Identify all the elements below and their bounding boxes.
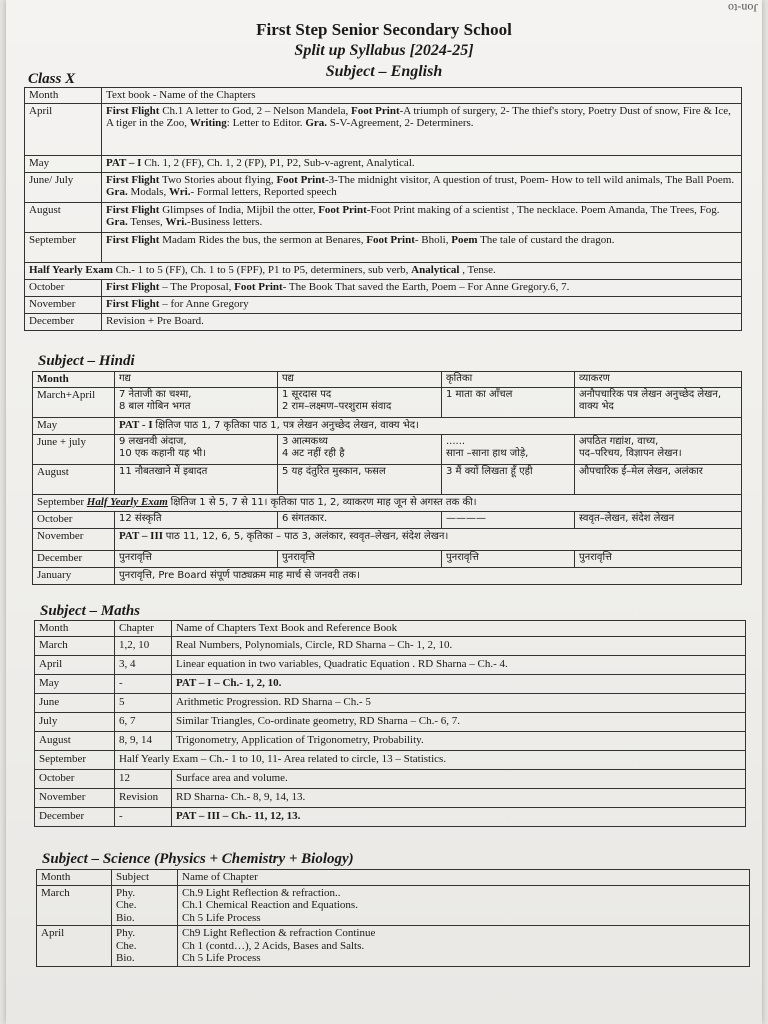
month-cell: May: [25, 155, 102, 172]
table-row: [37, 926, 750, 967]
bold-label: Gra.: [305, 117, 328, 129]
table-row: [35, 636, 746, 655]
content-cell: 9 लखनवी अंदाज, 10 एक कहानी यह भी।: [115, 434, 278, 464]
exam-text: क्षितिज 1 से 5, 7 से 11। कृतिका पाठ 1, 2, व्याकरण माह जून से अगस्त तक की।: [170, 496, 477, 508]
month-cell: April: [35, 655, 115, 674]
month-cell: August: [33, 464, 115, 494]
month-cell: September: [35, 750, 115, 769]
bold-label: Foot Print: [318, 203, 367, 216]
chapters-cell: [102, 313, 742, 330]
table-row: [35, 655, 746, 674]
corner-handwriting: Jon-to: [728, 1, 758, 15]
column-header: Name of Chapter: [178, 870, 750, 886]
month-cell: December: [25, 313, 102, 330]
chapter-text: -A triumph of surgery, 2- The thief's story, Poetry Dust of snow, Fire & Ice, A tiger in the Zoo,: [106, 104, 731, 129]
science-table: [36, 869, 750, 967]
content-cell: 5 यह दंतुरित मुस्कान, फसल: [278, 464, 442, 494]
table-row: [25, 202, 742, 232]
month-cell: September: [25, 232, 102, 262]
table-row: [33, 528, 742, 550]
chapters-cell: [102, 296, 742, 313]
column-header: Month: [33, 372, 115, 388]
bold-label: Half Yearly Exam: [29, 263, 113, 276]
month-cell: October: [33, 511, 115, 528]
content-cell: पुनरावृत्ति: [115, 550, 278, 567]
table-row: [25, 172, 742, 202]
content-cell: 6 संगतकार.: [278, 511, 442, 528]
bold-label: Analytical: [411, 263, 460, 276]
chapter-text: Madam Rides the bus, the sermon at Benares,: [159, 233, 367, 246]
table-row: [25, 103, 742, 155]
table-row: [33, 494, 742, 511]
table-row: [35, 712, 746, 731]
bold-label: Wri.: [168, 186, 191, 198]
subject-cell: Phy. Che. Bio.: [112, 926, 178, 967]
bold-label: First Flight: [106, 173, 160, 186]
chapter-text: -Foot Print making of a scientist , The necklace. Poem Amanda, The Trees, Fog.: [366, 203, 720, 216]
content-cell: पुनरावृत्ति: [575, 550, 742, 567]
table-row: [25, 232, 742, 262]
chapters-cell: [102, 172, 742, 202]
chapter-text: Revision + Pre Board.: [106, 314, 204, 327]
content-cell: अनौपचारिक पत्र लेखन अनुच्छेद लेखन, वाक्य भेद: [575, 387, 742, 417]
month-cell: October: [25, 279, 102, 296]
chapter-name-cell: Arithmetic Progression. RD Sharna – Ch.- 5: [172, 693, 746, 712]
exam-cell: Half Yearly Exam – Ch.- 1 to 10, 11- Area related to circle, 13 – Statistics.: [115, 750, 746, 769]
content-cell: 12 संस्कृति: [115, 511, 278, 528]
content-cell: 1 सूरदास पद 2 राम–लक्ष्मण–परशुराम संवाद: [278, 387, 442, 417]
chapter-text: -Business letters.: [187, 216, 263, 228]
bold-label: Foot Print: [276, 173, 326, 186]
table-row: [33, 464, 742, 494]
table-row: [35, 750, 746, 769]
month-cell: June + july: [33, 434, 115, 464]
bold-label: Gra.: [106, 186, 128, 198]
chapter-text: - Formal letters, Reported speech: [190, 186, 337, 198]
table-row: [25, 155, 742, 172]
bold-label: Writing: [189, 117, 227, 129]
chapter-number-cell: -: [115, 807, 172, 826]
chapter-name-cell: PAT – I – Ch.- 1, 2, 10.: [172, 674, 746, 693]
chapter-text: , Tense.: [459, 263, 496, 276]
exam-cell: [25, 262, 742, 279]
column-header: व्याकरण: [575, 372, 742, 388]
table-row: [33, 417, 742, 434]
span-cell: [115, 528, 742, 550]
bold-label: Wri.: [165, 216, 188, 228]
chapter-name-cell: RD Sharna- Ch.- 8, 9, 14, 13.: [172, 788, 746, 807]
chapter-number-cell: -: [115, 674, 172, 693]
subject-hindi-title: Subject – Hindi: [38, 353, 135, 369]
span-text: पाठ 11, 12, 6, 5, कृतिका – पाठ 3, अलंकार, स्ववृत–लेखन, संदेश लेखन।: [165, 530, 449, 542]
bold-label: First Flight: [106, 104, 160, 117]
subject-english-title: Subject – English: [325, 63, 443, 80]
subject-science-title: Subject – Science (Physics + Chemistry + Biology): [42, 851, 354, 867]
chapter-number-cell: 3, 4: [115, 655, 172, 674]
subject-cell: Phy. Che. Bio.: [112, 885, 178, 926]
chapter-name-cell: PAT – III – Ch.- 11, 12, 13.: [172, 807, 746, 826]
bold-label: Poem: [451, 233, 478, 246]
chapter-text: Ch.1 A letter to God, 2 – Nelson Mandela,: [159, 104, 352, 117]
span-cell: [115, 417, 742, 434]
chapter-name-cell: Linear equation in two variables, Quadratic Equation . RD Sharna – Ch.- 4.: [172, 655, 746, 674]
month-cell: August: [35, 731, 115, 750]
content-cell: ————: [442, 511, 575, 528]
exam-label: Half Yearly Exam: [86, 495, 168, 508]
content-cell: औपचारिक ई–मेल लेखन, अलंकार: [575, 464, 742, 494]
chapters-cell: [102, 279, 742, 296]
content-cell: 11 नौबतखाने में इबादत: [115, 464, 278, 494]
subject-maths-title: Subject – Maths: [40, 603, 141, 619]
column-header: Text book - Name of the Chapters: [102, 88, 742, 104]
column-header: कृतिका: [442, 372, 575, 388]
syllabus-title: Split up Syllabus [2024-25]: [294, 42, 474, 59]
maths-table: [34, 620, 746, 827]
chapter-text: Modals,: [127, 186, 169, 198]
chapter-text: : Letter to Editor.: [226, 117, 306, 129]
table-row: [25, 262, 742, 279]
bold-label: First Flight: [106, 203, 160, 216]
month-cell: December: [33, 550, 115, 567]
chapters-cell: [102, 155, 742, 172]
column-header: Name of Chapters Text Book and Reference Book: [172, 621, 746, 637]
bold-label: First Flight: [106, 280, 160, 293]
chapter-text: Ch.- 1 to 5 (FF), Ch. 1 to 5 (FPF), P1 to P5, determiners, sub verb,: [112, 263, 412, 276]
chapter-name-cell: Ch.9 Light Reflection & refraction.. Ch.1 Chemical Reaction and Equations. Ch 5 Life Process: [178, 885, 750, 926]
column-header: पद्य: [278, 372, 442, 388]
chapter-name-cell: Trigonometry, Application of Trigonometry, Probability.: [172, 731, 746, 750]
chapter-name-cell: Surface area and volume.: [172, 769, 746, 788]
column-header: Month: [25, 88, 102, 104]
table-row: [35, 788, 746, 807]
bold-label: First Flight: [106, 297, 160, 310]
school-name: First Step Senior Secondary School: [256, 20, 512, 39]
month-cell: November: [33, 528, 115, 550]
month-cell: April: [37, 926, 112, 967]
chapter-number-cell: 6, 7: [115, 712, 172, 731]
span-text: क्षितिज पाठ 1, 7 कृतिका पाठ 1, पत्र लेखन अनुच्छेद लेखन, वाक्य भेद।: [155, 419, 419, 431]
bold-label: Foot Print: [366, 233, 415, 246]
chapters-cell: [102, 202, 742, 232]
table-row: [33, 387, 742, 417]
table-header-row: [33, 372, 742, 388]
month-cell: June/ July: [25, 172, 102, 202]
chapter-number-cell: 1,2, 10: [115, 636, 172, 655]
exam-label: PAT - I: [119, 418, 153, 431]
month-cell: March+April: [33, 387, 115, 417]
column-header: Month: [37, 870, 112, 886]
month-cell: January: [33, 567, 115, 584]
table-row: [33, 567, 742, 584]
chapter-text: -3-The midnight visitor, A question of trust, Poem- How to tell wild animals, The Ball Poem.: [325, 173, 735, 186]
span-text: पुनरावृत्ति, Pre Board संपूर्ण पाठ्यक्रम माह मार्च से जनवरी तक।: [119, 569, 360, 581]
bold-label: Gra.: [106, 216, 128, 228]
content-cell: अपठित गद्यांश, वाच्य, पद–परिचय, विज्ञापन लेखन।: [575, 434, 742, 464]
chapter-name-cell: Ch9 Light Reflection & refraction Continue Ch 1 (contd…), 2 Acids, Bases and Salts. Ch 5 Life Process: [178, 926, 750, 967]
chapter-name-cell: Real Numbers, Polynomials, Circle, RD Sharna – Ch- 1, 2, 10.: [172, 636, 746, 655]
table-header-row: [25, 88, 742, 104]
table-row: [35, 693, 746, 712]
chapter-text: - The Book That saved the Earth, Poem – For Anne Gregory.6, 7.: [282, 280, 570, 293]
table-row: [35, 731, 746, 750]
chapter-number-cell: 12: [115, 769, 172, 788]
content-cell: पुनरावृत्ति: [442, 550, 575, 567]
chapter-text: – The Proposal,: [159, 280, 235, 293]
hindi-table: [32, 371, 742, 585]
span-cell: [115, 567, 742, 584]
table-row: [33, 434, 742, 464]
month-cell: December: [35, 807, 115, 826]
month-cell: April: [25, 103, 102, 155]
table-row: [37, 885, 750, 926]
chapter-text: – for Anne Gregory: [159, 297, 249, 310]
chapter-number-cell: 5: [115, 693, 172, 712]
table-row: [33, 511, 742, 528]
table-row: [33, 550, 742, 567]
month-cell: June: [35, 693, 115, 712]
exam-label: PAT – III: [119, 529, 164, 542]
column-header: Chapter: [115, 621, 172, 637]
table-row: [35, 769, 746, 788]
content-cell: 7 नेताजी का चश्मा, 8 बाल गोबिन भगत: [115, 387, 278, 417]
english-table: [24, 87, 742, 331]
content-cell: 3 आत्मकथ्य 4 अट नहीं रही है: [278, 434, 442, 464]
month-cell: May: [33, 417, 115, 434]
month-cell: October: [35, 769, 115, 788]
content-cell: पुनरावृत्ति: [278, 550, 442, 567]
column-header: Month: [35, 621, 115, 637]
month-cell: May: [35, 674, 115, 693]
table-row: [35, 807, 746, 826]
bold-label: Foot Print: [234, 280, 283, 293]
month-cell: August: [25, 202, 102, 232]
chapter-text: Ch. 1, 2 (FF), Ch. 1, 2 (FP), P1, P2, Sub-v-agrent, Analytical.: [141, 156, 415, 169]
table-header-row: [37, 870, 750, 886]
column-header: Subject: [112, 870, 178, 886]
month-cell: November: [25, 296, 102, 313]
month-cell: November: [35, 788, 115, 807]
exam-cell: [33, 494, 742, 511]
bold-label: Foot Print: [351, 104, 400, 117]
column-header: गद्य: [115, 372, 278, 388]
chapter-text: - Bholi,: [414, 233, 452, 246]
chapter-text: Glimpses of India, Mijbil the otter,: [159, 203, 319, 216]
chapter-name-cell: Similar Triangles, Co-ordinate geometry, RD Sharna – Ch.- 6, 7.: [172, 712, 746, 731]
month-cell: September: [37, 495, 85, 508]
table-row: [35, 674, 746, 693]
month-cell: July: [35, 712, 115, 731]
chapter-text: The tale of custard the dragon.: [477, 233, 615, 246]
bold-label: First Flight: [106, 233, 160, 246]
content-cell: 3 मैं क्यों लिखता हूँ एही: [442, 464, 575, 494]
content-cell: स्ववृत–लेखन, संदेश लेखन: [575, 511, 742, 528]
content-cell: 1 माता का आँचल: [442, 387, 575, 417]
chapters-cell: [102, 103, 742, 155]
table-row: [25, 279, 742, 296]
chapter-text: Two Stories about flying,: [159, 173, 277, 186]
chapter-text: S-V-Agreement, 2- Determiners.: [327, 117, 474, 129]
table-row: [25, 296, 742, 313]
chapter-number-cell: Revision: [115, 788, 172, 807]
table-header-row: [35, 621, 746, 637]
bold-label: PAT – I: [106, 156, 142, 169]
chapters-cell: [102, 232, 742, 262]
chapter-text: Tenses,: [127, 216, 166, 228]
content-cell: ...... साना –साना हाथ जोड़े,: [442, 434, 575, 464]
class-label: Class X: [28, 71, 76, 87]
chapter-number-cell: 8, 9, 14: [115, 731, 172, 750]
month-cell: March: [37, 885, 112, 926]
table-row: [25, 313, 742, 330]
month-cell: March: [35, 636, 115, 655]
